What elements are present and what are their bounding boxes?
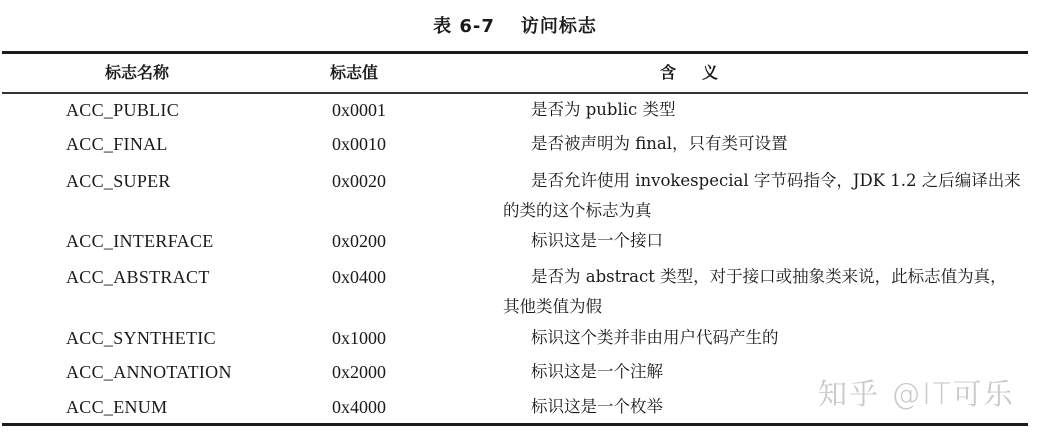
flag-name: ACC_SYNTHETIC	[66, 328, 216, 348]
flag-name: ACC_ENUM	[66, 397, 168, 417]
flag-value: 0x1000	[332, 328, 386, 348]
header-separator-rule	[2, 92, 1028, 94]
watermark: 知乎 @IT可乐	[818, 377, 1015, 411]
flag-meaning: 标识这是一个枚举	[531, 397, 663, 416]
flag-name: ACC_SUPER	[66, 171, 171, 191]
table-bottom-rule	[2, 423, 1028, 426]
flag-value: 0x0400	[332, 267, 386, 287]
table-title: 访问标志	[520, 16, 597, 37]
table-top-rule	[2, 51, 1028, 54]
flag-meaning: 是否为 public 类型	[531, 100, 676, 119]
flag-name: ACC_PUBLIC	[66, 100, 180, 120]
table-number: 表 6-7	[433, 16, 495, 37]
flag-value: 0x2000	[332, 362, 386, 382]
header-flag-name: 标志名称	[105, 63, 170, 82]
header-meaning: 含义	[660, 63, 745, 82]
flag-value: 0x0200	[332, 231, 386, 251]
flag-name: ACC_ABSTRACT	[66, 267, 210, 287]
flag-meaning: 是否允许使用 invokespecial 字节码指令，JDK 1.2 之后编译出来的类的这个标志为真	[503, 171, 1021, 220]
flag-meaning: 标识这个类并非由用户代码产生的	[531, 328, 779, 347]
flag-value: 0x0010	[332, 134, 386, 154]
flag-meaning: 是否为 abstract 类型，对于接口或抽象类来说，此标志值为真，其他类值为假	[503, 267, 1007, 316]
flag-meaning: 是否被声明为 final，只有类可设置	[531, 134, 788, 153]
flag-meaning: 标识这是一个接口	[531, 231, 663, 250]
flag-name: ACC_INTERFACE	[66, 231, 214, 251]
flag-value: 0x0001	[332, 100, 386, 120]
table-caption	[0, 12, 1030, 38]
header-flag-value: 标志值	[330, 63, 379, 82]
flag-meaning: 标识这是一个注解	[531, 362, 663, 381]
flag-value: 0x0020	[332, 171, 386, 191]
flag-name: ACC_FINAL	[66, 134, 168, 154]
flag-name: ACC_ANNOTATION	[66, 362, 232, 382]
flag-value: 0x4000	[332, 397, 386, 417]
